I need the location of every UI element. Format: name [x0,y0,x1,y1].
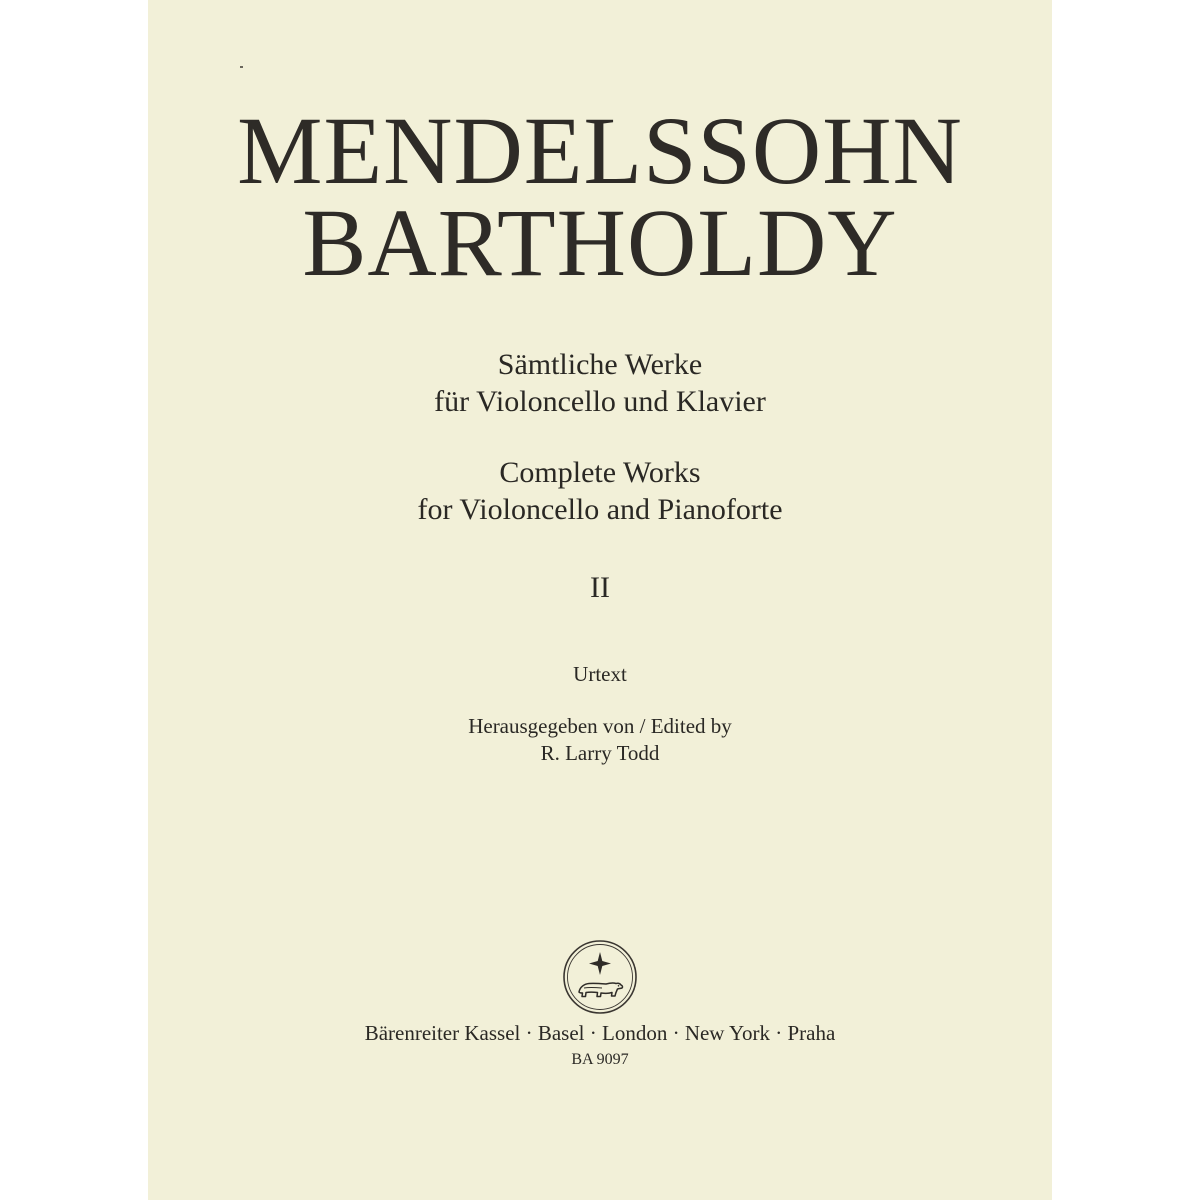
cover-page [148,0,1052,1200]
publisher-logo-icon [554,937,646,1017]
title-german-line-1: Sämtliche Werke [497,348,703,381]
composer-name-line-1: MENDELSSOHN [237,97,963,204]
publisher-cities: Bärenreiter Kassel · Basel · London · New York · Praha [364,1021,836,1045]
volume-number: II [590,571,610,604]
title-english-line-1: Complete Works [499,456,701,489]
title-english-line-2: for Violoncello and Pianoforte [417,493,783,526]
paper-speck [240,66,243,68]
editor-label: Herausgegeben von / Edited by [468,714,732,738]
catalog-number: BA 9097 [571,1051,629,1068]
composer-name-line-2: BARTHOLDY [302,189,898,296]
edition-type: Urtext [573,662,627,686]
editor-name: R. Larry Todd [540,741,660,765]
title-german-line-2: für Violoncello und Klavier [434,385,766,418]
